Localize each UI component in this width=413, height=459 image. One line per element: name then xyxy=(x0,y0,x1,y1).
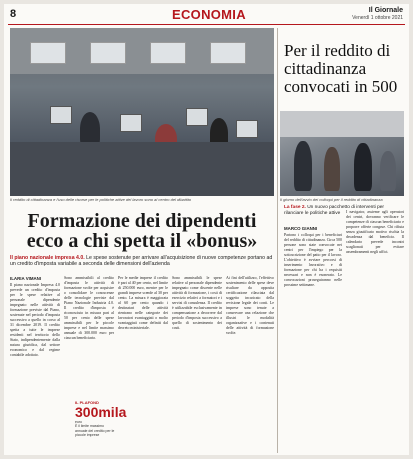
page-number: 8 xyxy=(10,8,17,20)
photo-monitor xyxy=(186,108,208,126)
headline-line: ecco a chi spetta il «bonus» xyxy=(26,230,258,252)
subhead-text: Le spese sostenute per arrivare all'acquisizione di nuove competenze portano ad un credito d'imposta variabile a seconda delle dimensioni dell'azienda xyxy=(10,255,273,268)
fact-box-label: IL PLAFOND xyxy=(75,400,99,405)
fact-box-number: 300mila xyxy=(75,404,127,420)
kicker-lead: La fase 2. xyxy=(284,205,306,210)
photo-person xyxy=(294,141,312,191)
photo-window xyxy=(150,42,186,64)
main-photo xyxy=(10,28,274,196)
byline: ILARIA VIMANI xyxy=(10,276,42,281)
photo-wall xyxy=(280,111,404,137)
side-article-title: Per il reddito di cittadinanza convocati in 500 xyxy=(284,41,398,96)
section-title: ECONOMIA xyxy=(172,7,246,22)
article-column-2 xyxy=(64,276,114,396)
photo-monitor xyxy=(120,114,142,132)
article-text: Il piano nazionale Impresa 4.0 prevede un credito d'imposta per le spese relative al personale dipendente impegnato nelle attività di formazione previste dal Piano, sostenute nel periodo d'imposta successivo a quello in corso al 31 dicembre 2019. Il credito spetta a tutte le imprese residenti nel territorio dello Stato, indipendentemente dalla natura giuridica, dal settore economico e dal regime contabile adottato. xyxy=(10,283,60,357)
header-rule xyxy=(8,24,405,25)
article-text: Sono ammissibili le spese relative al personale dipendente impegnato come discente nelle attività di formazione, i costi di esercizio relativi a formatori e i servizi di consulenza. Il credito è utilizzabile esclusivamente in compensazione a decorrere dal periodo d'imposta successivo a quello di sostenimento dei costi. xyxy=(172,276,222,330)
newspaper-page xyxy=(4,4,409,455)
side-text: Partono i colloqui per i beneficiari del reddito di cittadinanza. Circa 500 persone sono state convocate nei centri per l'impiego per la sottoscrizione del patto per il lavoro. L'obiettivo è avviare percorsi di inserimento lavorativo e di formazione per chi ha i requisiti necessari e non è esonerato. Le convocazioni proseguiranno nelle prossime settimane. xyxy=(284,233,342,287)
photo-monitor xyxy=(50,106,72,124)
column-divider xyxy=(277,28,278,453)
masthead-brand: Il Giornale xyxy=(368,7,403,14)
photo-window xyxy=(30,42,66,64)
side-column-1 xyxy=(284,226,342,451)
main-subhead xyxy=(10,255,274,268)
photo-person xyxy=(324,147,340,191)
side-byline: MARCO GIANNI xyxy=(284,226,318,231)
photo-desk xyxy=(10,142,274,196)
photo-window xyxy=(90,42,126,64)
main-headline xyxy=(10,211,274,251)
side-column-2 xyxy=(346,210,404,451)
fact-box-description: È il limite massimo annuale del credito per le piccole imprese xyxy=(75,424,115,438)
photo-person xyxy=(354,143,372,191)
side-photo xyxy=(280,111,404,196)
side-photo-caption: Il giorno dell'avvio dei colloqui per il reddito di cittadinanza xyxy=(280,197,383,202)
article-column-5 xyxy=(226,276,274,451)
fact-box-unit: euro xyxy=(75,420,83,424)
article-column-1 xyxy=(10,276,60,451)
photo-window xyxy=(210,42,246,64)
side-text: I navigator, assieme agli operatori dei centri, dovranno verificare le competenze di ciascun beneficiario e proporre offerte congrue. Chi rifiuta senza giustificato motivo rischia la decadenza dal beneficio. Il calendario prevede incontri scaglionati per evitare assembramenti negli uffici. xyxy=(346,210,404,254)
main-photo-caption: Il reddito di cittadinanza e l'uso delle risorse per le politiche attive del lavoro sono al centro del dibattito xyxy=(10,197,192,202)
photo-person xyxy=(380,151,396,191)
article-column-3 xyxy=(118,276,168,451)
headline-line: Formazione dei dipendenti xyxy=(27,210,257,232)
article-column-4 xyxy=(172,276,222,451)
article-text: Per le medie imprese il credito è pari al 40 per cento, nel limite di 250.000 euro, mentre per le grandi imprese scende al 30 per cento. La misura è maggiorata al 60 per cento quando i destinatari delle attività rientrano nelle categorie dei lavoratori svantaggiati o molto svantaggiati come definiti dal decreto ministeriale. xyxy=(118,276,168,330)
issue-date: Venerdì 1 ottobre 2021 xyxy=(352,15,403,21)
fact-box xyxy=(75,400,127,450)
article-text: Ai fini dell'utilizzo, l'effettivo sostenimento delle spese deve risultare da apposita certificazione rilasciata dal soggetto incaricato della revisione legale dei conti. Le imprese sono tenute a conservare una relazione che illustri le modalità organizzative e i contenuti delle attività di formazione svolte. xyxy=(226,276,274,335)
kicker-text: Un nuovo pacchetto di interventi per rilanciare le politiche attive xyxy=(284,205,385,216)
photo-person xyxy=(80,112,100,146)
article-text: Sono ammissibili al credito d'imposta le attività di formazione svolte per acquisire o consolidare le conoscenze delle tecnologie previste dal Piano Nazionale Industria 4.0. Il credito d'imposta è riconosciuto in misura pari al 50 per cento delle spese ammissibili per le piccole imprese e nel limite massimo annuale di 300.000 euro per ciascun beneficiario. xyxy=(64,276,114,340)
photo-monitor xyxy=(236,120,258,138)
subhead-lead: Il piano nazionale impresa 4.0. xyxy=(10,255,85,261)
